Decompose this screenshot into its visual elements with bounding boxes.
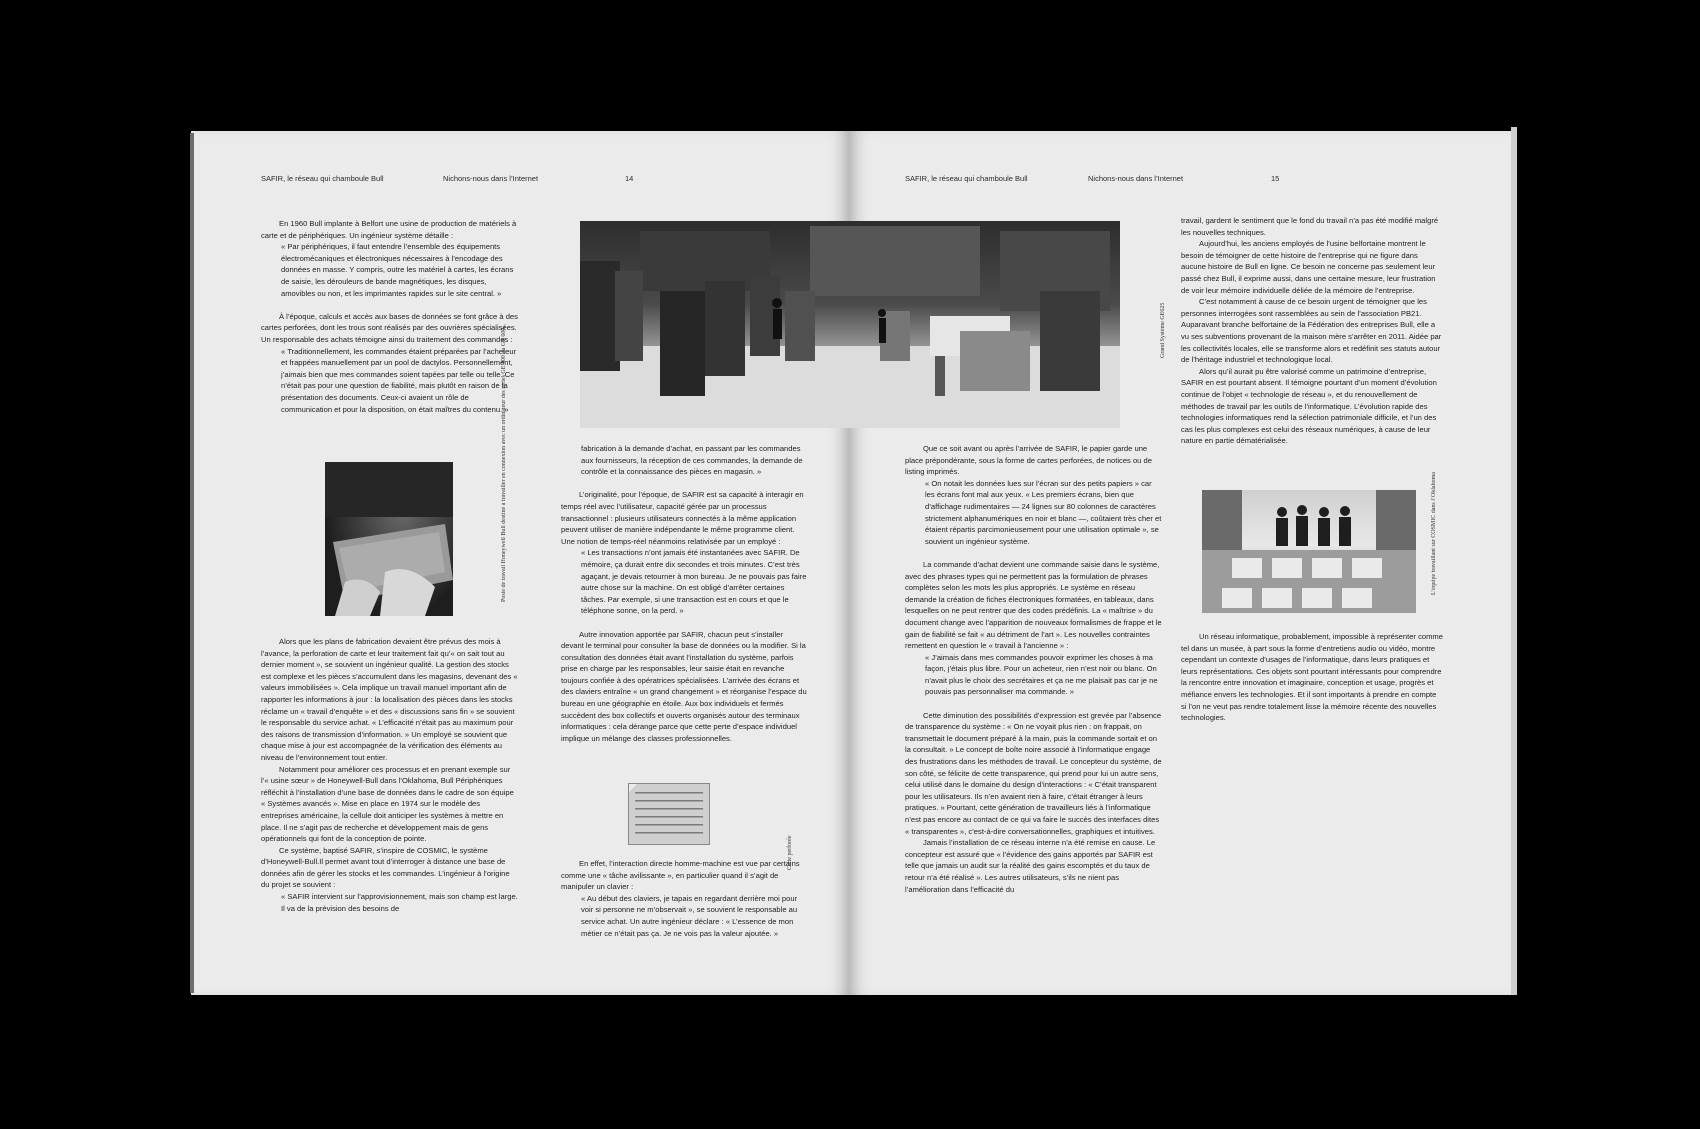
terminal-caption: Poste de travail Honeywell Bull destiné à travailler en connexion avec un ordinateur des séries GE 400 ou GE 600. bbox=[501, 326, 507, 602]
paragraph: « SAFIR intervient sur l’approvisionnement, mais son champ est large. Il va de la prévision des besoins de bbox=[281, 892, 518, 913]
terminal-photo bbox=[325, 462, 453, 616]
paragraph: Cette diminution des possibilités d’expression est grevée par l’absence de transparence du système : « On ne voyait plus rien : on frappait, on transmettait le document préparé à la main, puis la commande sortait et on la consultait. » Le concept de boîte noire associé à l’informatique engage des frustrations dans les méthodes de travail. Le concepteur du système, de son côté, se félicite de cette transparence, qui prend pour lui un autre sens, celui utilisé dans le domaine du design d’interactions : « C’était transparent pour les utilisateurs. Ils n’en avaient rien à faire, c’était étranger à leurs pratiques. » Pourtant, cette génération de travailleurs liés à l’informatique n’est pas encore au contact de ce qui va faire le succès des interfaces dites « transparentes », c’est-à-dire conversationnelles, graphiques et intuitives. bbox=[905, 710, 1162, 836]
team-caption: L’équipe travaillant sur COSMIC dans l’Oklahoma bbox=[1431, 472, 1437, 595]
punch-card-caption: Carte perforée bbox=[787, 835, 793, 870]
column-2-top bbox=[561, 443, 807, 744]
right-page-edge bbox=[1511, 127, 1517, 995]
paragraph: La commande d’achat devient une commande saisie dans le système, avec des phrases types qui ne permettent pas la formulation de phrases complètes selon les mots les plus appropriés. Le système en réseau demande la création de fiches électroniques formatées, en tableaux, dans lesquelles on ne peut rentrer que des codes prédéfinis. La « maîtrise » du document change avec l’apparition de nouveaux formalismes de frappe et le gain de fiabilité se fait « au détriment de l’art ». Les nouvelles contraintes remettent en question le « travail à l’ancienne » : bbox=[905, 559, 1162, 651]
column-4-bottom bbox=[1181, 631, 1443, 724]
paragraph: Alors qu’il aurait pu être valorisé comme un patrimoine d’entreprise, SAFIR en est pourtant absent. Il témoigne pourtant d’un moment d’évolution continue de l’objet « technologie de réseau », et du renouvellement de méthodes de travail par les outils de l’informatique. L’évolution rapide des technologies informatiques rend la sélection patrimoniale difficile, et l’un des cas les plus complexes est celui des réseaux numériques, à cause de leur nature en partie dématérialisée. bbox=[1181, 366, 1437, 446]
paragraph: À l’époque, calculs et accès aux bases de données se font grâce à des cartes perforées, dont les trous sont réalisés par des ouvrières spécialisées. Un responsable des achats témoigne ainsi du traitement des commandes : bbox=[261, 311, 518, 344]
computer-room-photo bbox=[580, 221, 1120, 428]
right-running-title: SAFIR, le réseau qui chamboule Bull bbox=[905, 174, 1028, 183]
paragraph: fabrication à la demande d’achat, en passant par les commandes aux fournisseurs, la réception de ces commandes, la demande de contrôle et la connaissance des pièces en magasin. » bbox=[581, 444, 803, 477]
paragraph: Aujourd’hui, les anciens employés de l’usine belfortaine montrent le besoin de témoigner de cette histoire de l’entreprise qui ne figure dans aucune histoire de Bull en ligne. Ce besoin ne concerne pas seulement leur passé chez Bull, il exprime aussi, dans une certaine mesure, leur frustration de voir leur mémoire individuelle déliée de la mémoire de l’entreprise. bbox=[1181, 239, 1436, 295]
paragraph: « J’aimais dans mes commandes pouvoir exprimer les choses à ma façon, j’étais plus libre. Pour un acheteur, rien n’est noir ou blanc. On n’avait plus le choix des secrétaires et ça ne me plaisait pas car je ne pouvais pas personnaliser ma commande. » bbox=[925, 652, 1158, 697]
right-running-section: Nichons-nous dans l’Internet bbox=[1088, 174, 1184, 183]
paragraph: Jamais l’installation de ce réseau interne n’a été remise en cause. Le concepteur est assuré que « l’évidence des gains apportés par SAFIR est telle que jamais un audit sur la réalité des gains escomptés et du taux de retour n’a été réalisé ». Les autres utilisateurs, s’ils ne nient pas l’amélioration dans l’efficacité du bbox=[905, 838, 1156, 894]
paragraph: En 1960 Bull implante à Belfort une usine de production de matériels à carte et de périphériques. Un ingénieur système détaille : bbox=[261, 219, 517, 240]
paragraph: L’originalité, pour l’époque, de SAFIR est sa capacité à interagir en temps réel avec l’utilisateur, capacité gérée par un processus transactionnel : plusieurs utilisateurs connectés à la même application peuvent utiliser de manière indépendante le même programme client. Une notion de temps-réel néanmoins relativisée par un employé : bbox=[561, 490, 804, 546]
paragraph: « Au début des claviers, je tapais en regardant derrière moi pour voir si personne ne m’observait », se souvient le responsable au service achat. Un autre ingénieur déclare : « L’essence de mon métier ce n’était pas ça. Je ne vois pas la valeur ajoutée. » bbox=[581, 893, 798, 938]
left-running-section: Nichons-nous dans l’Internet bbox=[443, 174, 539, 183]
column-1-bottom bbox=[261, 636, 519, 914]
computer-room-caption: Grand Système GE625 bbox=[1160, 302, 1166, 358]
paragraph: Notamment pour améliorer ces processus et en prenant exemple sur l’« usine sœur » de Honeywell-Bull dans l’Oklahoma, Bull Périphériques réfléchit à l’installation d’une base de données dans le cadre de son équipe « Systèmes avancés ». Mise en place en 1974 sur le modèle des entreprises américaine, la cellule doit anticiper les systèmes à mettre en place. Il ne s’agit pas de recherche et développement mais de gens opérationnels qui font de la conception de pointe. bbox=[261, 764, 514, 844]
paragraph: « Les transactions n’ont jamais été instantanées avec SAFIR. De mémoire, ça durait entre dix secondes et trois minutes. C’est très agaçant, je devais retourner à mon bureau. Je ne pouvais pas faire autre chose sur la machine. On est obligé d’arrêter certaines tâches. Par exemple, si une transaction est en cours et que le téléphone sonne, on la perd. » bbox=[581, 548, 807, 616]
team-photo bbox=[1202, 490, 1416, 613]
paragraph: Un réseau informatique, probablement, impossible à représenter comme tel dans un musée, à part sous la forme d’entretiens audio ou vidéo, montre cependant un contexte d’usages de l’informatique, dans leurs pratiques et leurs représentations. Ces objets sont pourtant intéressants pour comprendre la rencontre entre innovation et imaginaire, conception et usage, progrès et méfiance envers les technologies. Et il sont importants à prendre en compte si l’on ne veut pas rendre totalement lisse la mémoire récente des nouvelles technologies. bbox=[1181, 632, 1443, 723]
paragraph: Autre innovation apportée par SAFIR, chacun peut s’installer devant le terminal pour consulter la base de données ou la modifier. Si la consultation des données était avant l’installation du système, parfois prise en charge par les responsables, leur saisie était en revanche toujours confiée à des opératrices spécialisées. L’arrivée des écrans et des claviers entraîne « un grand changement » et réorganise l’espace du bureau en une géographie en étoile. Aux box individuels et fermés succèdent des box collectifs et ouverts organisés autour des terminaux informatiques : cela dérange parce que cette perte d’espace individuel implique un mélange des classes professionnelles. bbox=[561, 629, 807, 743]
right-page-number: 15 bbox=[1271, 174, 1280, 183]
left-running-title: SAFIR, le réseau qui chamboule Bull bbox=[261, 174, 384, 183]
paragraph: travail, gardent le sentiment que le fond du travail n’a pas été modifié malgré les nouvelles techniques. bbox=[1181, 216, 1439, 237]
column-3 bbox=[905, 443, 1163, 895]
paragraph: C’est notamment à cause de ce besoin urgent de témoigner que les personnes interrogées sont rassemblées au sein de l’association PB21. Auparavant branche belfortaine de la Fédération des entreprises Bull, elle a vu ses subventions provenant de la maison mère s’arrêter en 2011. Aidée par les collectivités locales, elle se transforme alors et redéfinit ses statuts autour de l’héritage industriel et technologique local. bbox=[1181, 297, 1442, 365]
left-page-edge bbox=[190, 133, 194, 993]
paragraph: En effet, l’interaction directe homme-machine est vue par certains comme une « tâche avilissante », en particulier quand il s’agit de manipuler un clavier : bbox=[561, 859, 800, 892]
paragraph: « On notait les données lues sur l’écran sur des petits papiers » car les écrans font mal aux yeux. « Les premiers écrans, bien que d’affichage rudimentaires — 24 lignes sur 80 colonnes de caractères strictement alphanumériques en noir et blanc —, coûtaient très cher et étaient répartis parcimonieusement pour une utilisation optimale », se souvient un ingénieur système. bbox=[925, 478, 1162, 546]
column-4-top bbox=[1181, 215, 1443, 447]
paragraph: Ce système, baptisé SAFIR, s’inspire de COSMIC, le système d’Honeywell-Bull.Il permet avant tout d’interroger à distance une base de données afin de gérer les stocks et les commandes. L’ingénieur à l’origine du projet se souvient : bbox=[261, 845, 510, 890]
column-2-bottom bbox=[561, 858, 807, 939]
paragraph: Alors que les plans de fabrication devaient être prévus des mois à l’avance, la perforation de carte et leur traitement fait qu’« on sait tout au dernier moment », se souvient un ingénieur qualité. La gestion des stocks est complexe et les pièces s’accumulent dans les magasins, devenant des « valeurs immobilisées ». Cela implique un travail manuel important afin de rapporter les informations à jour : la localisation des pièces dans les stocks réclame un « travail d’enquête » et des « discussions sans fin » se souvient le responsable du service achat. « L’efficacité n’était pas au maximum pour des raisons de transmission d’information. » Un employé se souvient que chaque mise à jour est accompagnée de la vérification des éléments au niveau de l’environnement tout entier. bbox=[261, 637, 518, 762]
left-page-number: 14 bbox=[625, 174, 634, 183]
paragraph: « Traditionnellement, les commandes étaient préparées par l’acheteur et frappées manuellement par un pool de dactylos. Personnellement, j’aimais bien que mes commandes soient tapées par telle ou telle. Ce n’était pas pour une question de fiabilité, mais plutôt en raison de la présentation des documents. Ceux-ci avaient un rôle de communication et pour la disposition, on était maîtres du contenu. » bbox=[281, 346, 517, 414]
paragraph: Que ce soit avant ou après l’arrivée de SAFIR, le papier garde une place prépondérante, sous la forme de cartes perforées, de notices ou de listing imprimés. bbox=[905, 444, 1152, 477]
paragraph: « Par périphériques, il faut entendre l’ensemble des équipements électromécaniques et électroniques nécessaires à l’encodage des données en masse. Y compris, outre les matériel à cartes, les écrans de saisie, les dérouleurs de bande magnétiques, les disques, amovibles ou non, et les imprimantes rapides sur le site central. » bbox=[281, 242, 514, 298]
column-1-top bbox=[261, 218, 519, 415]
punch-card-image bbox=[628, 783, 710, 845]
